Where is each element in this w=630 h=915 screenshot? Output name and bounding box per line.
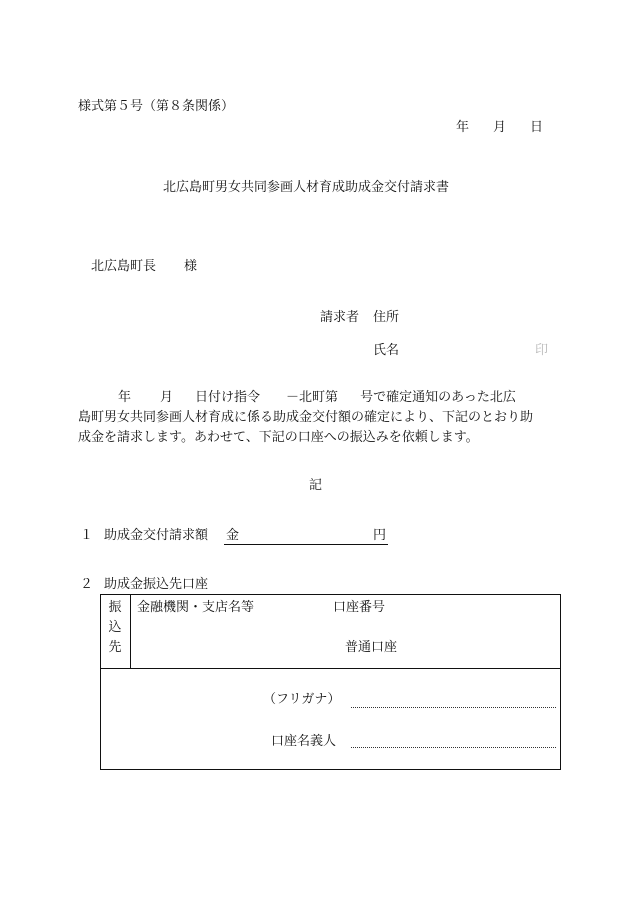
account-number-label: 口座番号 — [333, 600, 386, 615]
destination-char-3: 先 — [108, 640, 122, 655]
account-table — [100, 594, 561, 770]
body-line-1 — [78, 388, 558, 408]
account-type-label: 普通口座 — [345, 640, 398, 655]
body-directive: 日付け指令 — [195, 390, 261, 405]
body-kitacho: －北町第 — [286, 390, 339, 405]
amount-suffix: 円 — [372, 528, 386, 543]
document-title: 北広島町男女共同参画人材育成助成金交付請求書 — [163, 180, 450, 195]
item2-number: ２ — [80, 577, 94, 592]
addressee-honorific: 様 — [184, 259, 198, 274]
destination-char-2: 込 — [108, 620, 122, 635]
destination-char-1: 振 — [108, 600, 122, 615]
addressee-name: 北広島町長 — [91, 259, 157, 274]
form-number: 様式第５号（第８条関係） — [78, 99, 235, 114]
body-month: 月 — [160, 390, 174, 405]
date-day-label: 日 — [530, 120, 544, 135]
ki-heading: 記 — [309, 478, 323, 493]
item1-number: １ — [80, 528, 94, 543]
bank-branch-label: 金融機関・支店名等 — [137, 600, 255, 615]
body-line-2: 島町男女共同参画人材育成に係る助成金交付額の確定により、下記のとおり助 — [78, 410, 534, 425]
account-holder-label: 口座名義人 — [271, 734, 337, 749]
amount-prefix: 金 — [226, 528, 240, 543]
requester-role-label: 請求者 — [320, 310, 360, 325]
date-year-label: 年 — [456, 120, 470, 135]
date-line — [456, 121, 543, 134]
item1-label: 助成金交付請求額 — [104, 528, 209, 543]
requester-name-label: 氏名 — [373, 343, 400, 358]
account-row-bank — [101, 595, 560, 669]
date-month-label: 月 — [493, 120, 507, 135]
request-amount-field[interactable] — [224, 529, 388, 545]
addressee — [91, 260, 197, 273]
item2-label: 助成金振込先口座 — [104, 577, 209, 592]
furigana-label: （フリガナ） — [263, 692, 341, 707]
body-notice: 号で確定通知のあった北広 — [360, 390, 516, 405]
requester-address-row — [320, 311, 399, 324]
account-holder-field[interactable] — [351, 747, 556, 748]
requester-address-label: 住所 — [373, 310, 400, 325]
body-year: 年 — [118, 390, 132, 405]
seal-mark: 印 — [535, 343, 549, 358]
body-line-3: 成金を請求します。あわせて、下記の口座への振込みを依頼します。 — [78, 430, 479, 445]
request-body-text — [78, 388, 558, 448]
destination-cell — [101, 595, 131, 668]
furigana-field[interactable] — [351, 707, 556, 708]
